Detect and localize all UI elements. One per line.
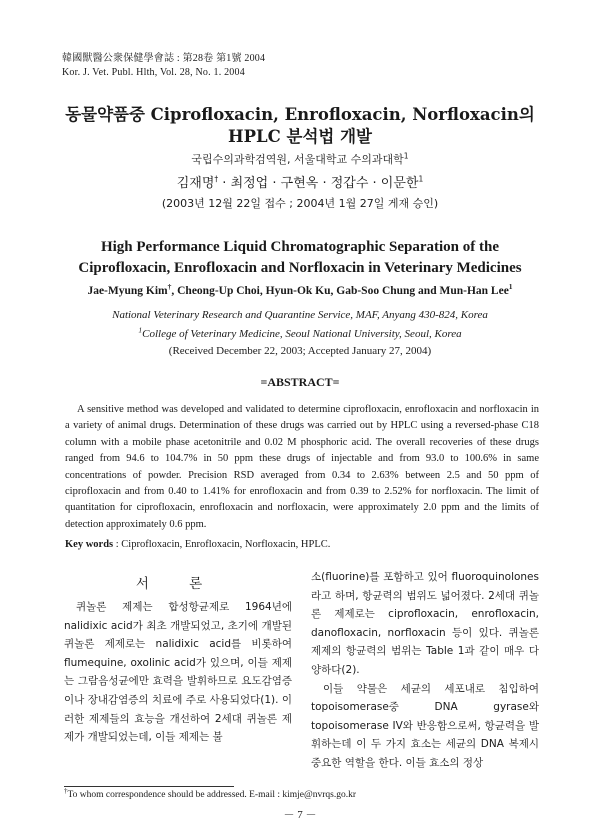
english-received-dates: (Received December 22, 2003; Accepted January 27, 2004) bbox=[168, 345, 432, 357]
english-authors bbox=[0, 282, 600, 297]
footnote-text: To whom correspondence should be addressed. E-mail : kimje@nvrqs.go.kr bbox=[67, 790, 357, 800]
footnote bbox=[64, 786, 357, 800]
korean-affiliation-text: 국립수의과학검역원, 서울대학교 수의과대학 bbox=[191, 153, 404, 166]
korean-authors-sup: 1 bbox=[418, 174, 424, 184]
abstract-heading: =ABSTRACT= bbox=[260, 375, 340, 389]
abstract-body: A sensitive method was developed and validated to determine ciprofloxacin, enrofloxacin and norfloxacin in a variety of animal drugs. Determination of these drugs was carried out by HPLC using a reversed-phase C18 column with a mobile phase acetonitrile and 0.02 M phosphoric acid. The overall recoveries of these drugs ranged from 94.6 to 104.7% in 50 ppm these drugs of injectable and from 93.0 to 100.6% in same concentrations of powder. Precision RSD averaged from 0.34 to 2.63% between 2.5 and 50 ppm of ciprofloxacin and from 0.40 to 1.41% for enrofloxacin and from 0.39 to 2.52% for norfloxacin. The limit of quantitation for ciprofloxacin, enrofloxacin and norfloxacin, were approximately 2.0 ppm and the limits of detection approximately 0.6 ppm. bbox=[65, 404, 539, 530]
english-dagger-mark: † bbox=[167, 282, 172, 292]
intro-right-column bbox=[311, 568, 539, 773]
korean-affiliation-sup: 1 bbox=[403, 151, 409, 161]
english-affiliation-1: National Veterinary Research and Quarantine Service, MAF, Anyang 430-824, Korea bbox=[112, 309, 488, 321]
korean-title-line-1: 동물약품중 Ciprofloxacin, Enrofloxacin, Norfloxacin의 bbox=[65, 105, 535, 124]
keywords bbox=[65, 539, 539, 550]
english-title bbox=[0, 237, 600, 279]
english-affiliations bbox=[0, 306, 600, 344]
english-title-line-2: Ciprofloxacin, Enrofloxacin and Norfloxacin in Veterinary Medicines bbox=[78, 260, 522, 276]
intro-right-paragraph-2: 이들 약물은 세균의 세포내로 침입하여 topoisomerase중 DNA gyrase와 topoisomerase IV와 반응함으로써, 항균력을 발휘하는데 이 두 가지 효소는 세균의 DNA 복제시 중요한 역할을 한다. 이들 효소의 정상 bbox=[311, 682, 539, 769]
korean-received-dates: (2003년 12월 22일 접수 ; 2004년 1월 27일 게재 승인) bbox=[161, 197, 439, 210]
page-number: － 7 － bbox=[283, 809, 317, 821]
keywords-text: : Ciprofloxacin, Enrofloxacin, Norfloxacin, HPLC. bbox=[115, 539, 331, 550]
footnote-dagger: † bbox=[64, 786, 68, 795]
korean-title bbox=[0, 104, 600, 148]
english-affiliation-2-row bbox=[0, 325, 600, 344]
journal-line-korean: 韓國獸醫公衆保健學會誌 : 第28卷 第1號 2004 bbox=[62, 53, 266, 64]
korean-authors bbox=[0, 172, 600, 191]
korean-affiliation bbox=[0, 151, 600, 167]
korean-corresponding-author: 김재명 bbox=[176, 176, 215, 191]
english-corresponding-author: Jae-Myung Kim bbox=[87, 285, 168, 297]
english-coauthors: , Cheong-Up Choi, Hyun-Ok Ku, Gab-Soo Chung and Mun-Han Lee bbox=[171, 285, 509, 297]
intro-left-column: 퀴놀론 제제는 합성항균제로 1964년에 nalidixic acid가 최초 개발되었고, 초기에 개발된 퀴놀론 제제로는 nalidixic acid를 비롯하여 flumequine, oxolinic acid가 있으며, 이들 제제는 그람음성균에만 효력을 발휘하므로 요도감염증이나 장내감염증의 치료에 주로 사용되었다(1). 이러한 제제들의 효능을 개선하여 2세대 퀴놀론 제제가 개발되었는데, 이들 제제는 불 bbox=[64, 601, 292, 744]
english-affiliation-2: College of Veterinary Medicine, Seoul National University, Seoul, Korea bbox=[142, 328, 462, 340]
keywords-label: Key words bbox=[65, 539, 114, 550]
journal-header bbox=[62, 52, 265, 80]
korean-coauthors: · 최정업 · 구현옥 · 정갑수 · 이문한 bbox=[218, 176, 419, 191]
english-title-line-1: High Performance Liquid Chromatographic Separation of the bbox=[100, 239, 500, 255]
english-affiliation-2-sup: 1 bbox=[138, 325, 143, 335]
korean-dagger-mark: † bbox=[214, 174, 219, 184]
journal-line-english: Kor. J. Vet. Publ. Hlth, Vol. 28, No. 1. 2004 bbox=[62, 67, 245, 78]
footnote-divider bbox=[64, 786, 234, 787]
section-heading-introduction: 서 론 bbox=[135, 576, 221, 592]
english-authors-sup: 1 bbox=[508, 282, 513, 292]
korean-title-line-2: HPLC 분석법 개발 bbox=[228, 127, 372, 146]
intro-right-paragraph-1: 소(fluorine)를 포함하고 있어 fluoroquinolones라고 하며, 항균력의 범위도 넓어졌다. 2세대 퀴놀론 제제로는 ciprofloxacin, enrofloxacin, danofloxacin, norfloxacin 등이 있다. 퀴놀론 제제의 항균력의 범위는 Table 1과 같이 매우 다양하다(2). bbox=[311, 571, 539, 676]
